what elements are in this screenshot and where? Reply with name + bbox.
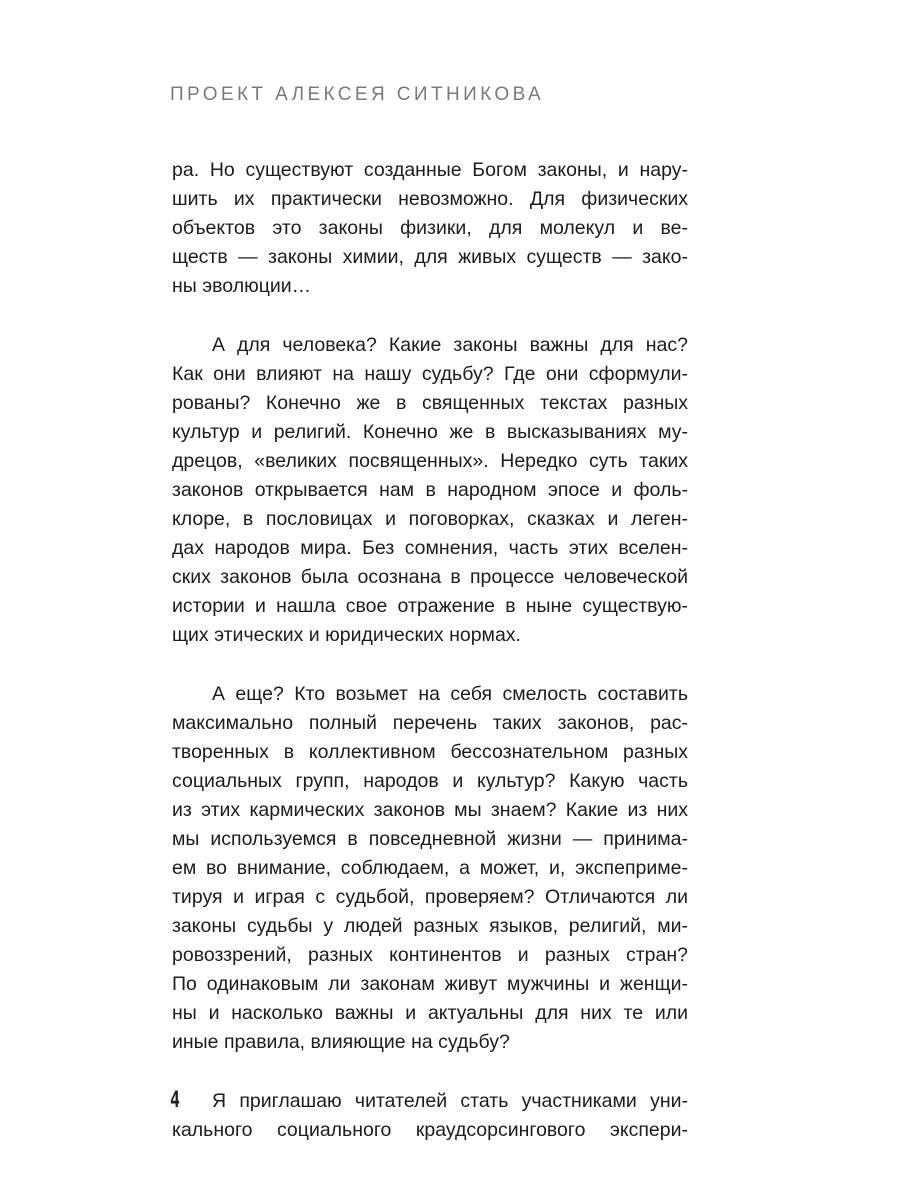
text-line: творенных в коллективном бессознательном разных bbox=[172, 741, 688, 763]
paragraph-4 bbox=[172, 1087, 688, 1145]
text-line: рованы? Конечно же в священных текстах разных bbox=[172, 392, 688, 414]
text-line: А еще? Кто возьмет на себя смелость составить bbox=[212, 683, 688, 705]
paragraph-2 bbox=[172, 331, 688, 650]
text-line: объектов это законы физики, для молекул и ве- bbox=[172, 217, 688, 239]
text-line: клоре, в пословицах и поговорках, сказках и леген- bbox=[172, 508, 688, 530]
text-line: шить их практически невозможно. Для физических bbox=[172, 188, 688, 210]
text-line: ра. Но существуют созданные Богом законы, и нару- bbox=[172, 159, 688, 181]
body-text bbox=[172, 156, 688, 1175]
text-line: тируя и играя с судьбой, проверяем? Отличаются ли bbox=[172, 886, 688, 908]
text-line: По одинаковым ли законам живут мужчины и женщи- bbox=[172, 973, 688, 995]
text-line: мы используемся в повседневной жизни — принима- bbox=[172, 828, 688, 850]
text-line: максимально полный перечень таких законов, рас- bbox=[172, 712, 688, 734]
text-line: Как они влияют на нашу судьбу? Где они сформули- bbox=[172, 363, 688, 385]
text-line: истории и нашла свое отражение в ныне существую- bbox=[172, 595, 688, 617]
paragraph-1 bbox=[172, 156, 688, 301]
text-line: ны и насколько важны и актуальны для них те или bbox=[172, 1002, 688, 1024]
paragraph-3 bbox=[172, 680, 688, 1057]
text-line: дрецов, «великих посвященных». Нередко суть таких bbox=[172, 450, 688, 472]
page-number: 4 bbox=[170, 1088, 180, 1113]
text-line: А для человека? Какие законы важны для нас? bbox=[212, 334, 688, 356]
text-line: ем во внимание, соблюдаем, а может, и, экспеприме- bbox=[172, 857, 688, 879]
text-line: кального социального краудсорсингового экспери- bbox=[172, 1119, 688, 1141]
text-line: щих этических и юридических нормах. bbox=[172, 624, 521, 646]
text-line: дах народов мира. Без сомнения, часть этих вселен- bbox=[172, 537, 688, 559]
text-line: ны эволюции… bbox=[172, 275, 312, 297]
running-header: ПРОЕКТ АЛЕКСЕЯ СИТНИКОВА bbox=[170, 84, 545, 105]
text-line: ществ — законы химии, для живых существ — зако- bbox=[172, 246, 688, 268]
text-line: иные правила, влияющие на судьбу? bbox=[172, 1031, 510, 1053]
text-line: законов открывается нам в народном эпосе и фоль- bbox=[172, 479, 688, 501]
text-line: ровоззрений, разных континентов и разных стран? bbox=[172, 944, 688, 966]
text-line: законы судьбы у людей разных языков, религий, ми- bbox=[172, 915, 688, 937]
text-line: культур и религий. Конечно же в высказываниях му- bbox=[172, 421, 688, 443]
text-line: Я приглашаю читателей стать участниками уни- bbox=[212, 1090, 688, 1112]
text-line: социальных групп, народов и культур? Какую часть bbox=[172, 770, 688, 792]
text-line: из этих кармических законов мы знаем? Какие из них bbox=[172, 799, 688, 821]
text-line: ских законов была осознана в процессе человеческой bbox=[172, 566, 688, 588]
